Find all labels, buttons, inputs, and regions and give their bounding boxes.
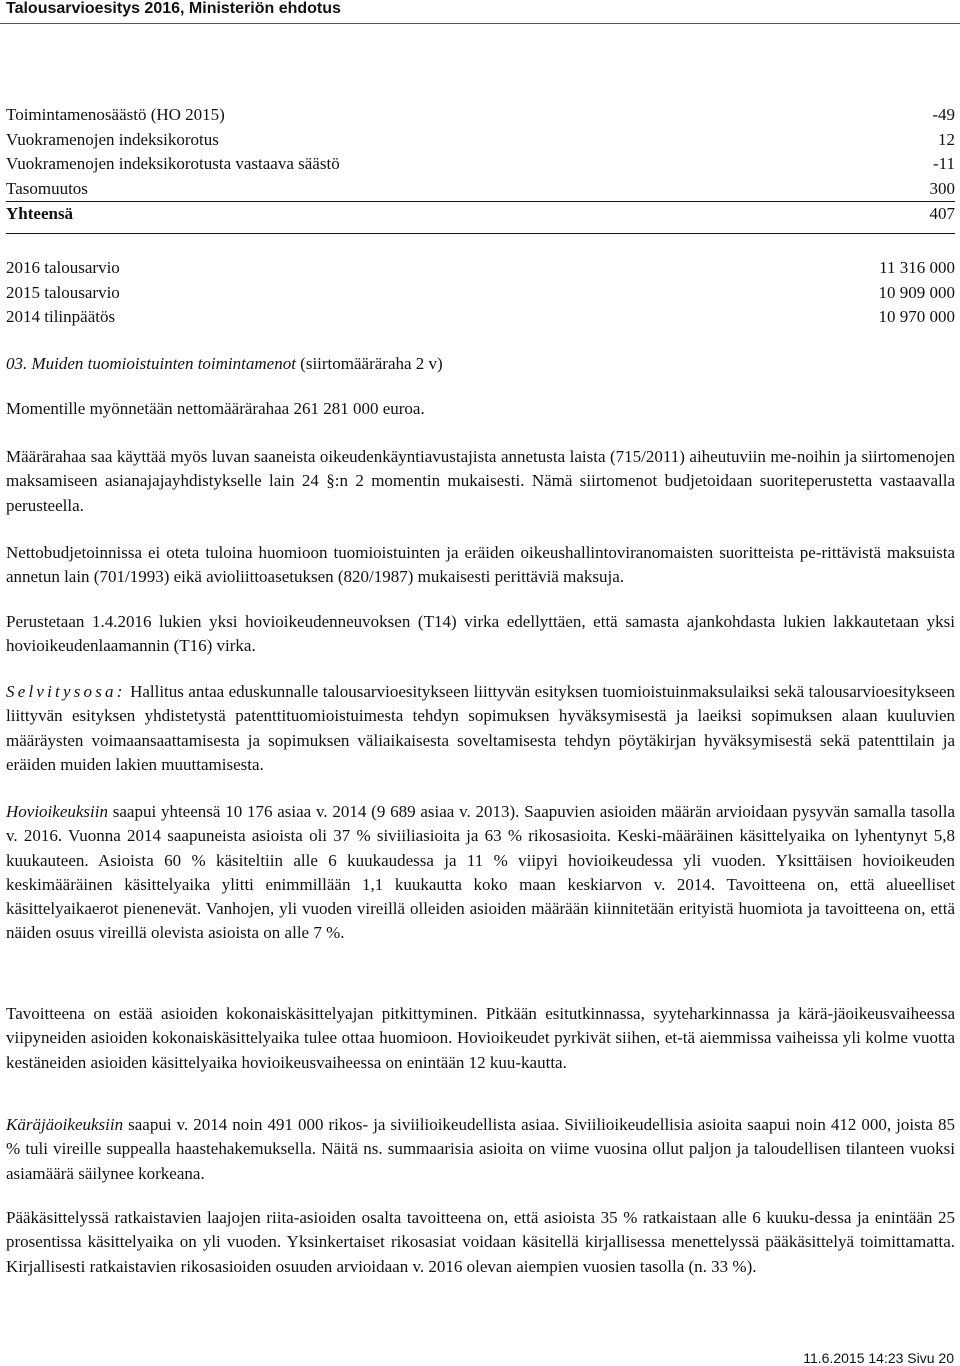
table-row <box>6 256 955 281</box>
page-header-title: Talousarvioesitys 2016, Ministeriön ehdotus <box>6 0 341 17</box>
row-label: 2015 talousarvio <box>6 282 120 302</box>
row-label: Toimintamenosäästö (HO 2015) <box>6 105 225 124</box>
total-row <box>6 201 955 227</box>
budget-table <box>6 256 955 330</box>
courts-of-appeal-text: saapui yhteensä 10 176 asiaa v. 2014 (9 689 asiaa v. 2013). Saapuvien asioiden määrän arvioidaan pysyvän samalla tasolla v. 2016. Vuonna 2014 saapuneista asioista oli 37 % siviiliasioita ja 63 % rikosasioita. Keski-määräinen käsittelyaika on lyhentynyt 5,8 kuukauteen. Asioista 60 % käsiteltiin alle 6 kuukaudessa ja 11 % viipyi hovioikeudessa yli vuoden. Yksittäisen hovioikeuden keskimääräinen käsittelyaika ylitti enimmillään 1,1 kuukautta koko maan keskiarvon v. 2014. Tavoitteena on, että alueelliset käsittelyaikaerot pienenevät. Vanhojen, yli vuoden vireillä olleiden asioiden määrään kiinnitetään erityistä huomiota ja tavoitteena on, että näiden osuus vireillä olevista asioista on alle 7 %. <box>6 802 955 943</box>
row-label: Vuokramenojen indeksikorotusta vastaava säästö <box>6 154 340 173</box>
table-row <box>6 281 955 306</box>
row-label: Tasomuutos <box>6 178 88 198</box>
explanation-text: Hallitus antaa eduskunnalle talousarvioesitykseen liittyvän esityksen tuomioistuinmaksulaiksi sekä talousarvioesitykseen liittyvän esityksen yhdistetystä patenttituomioistuimesta tehdyn sopimuksen hyväksymisestä ja laeiksi sopimuksen alaan kuuluvien määräysten voimaansaattamisesta ja sopimuksen väliaikaisesta soveltamisesta tehdyn pöytäkirjan hyväksymisestä sekä patenttilain ja eräiden muiden lakien muuttamisesta. <box>6 682 956 774</box>
district-courts-label: Käräjäoikeuksiin <box>6 1115 124 1134</box>
total-bottom-rule <box>6 233 955 234</box>
table-row <box>6 152 955 177</box>
table-row <box>6 305 955 330</box>
row-value: 10 909 000 <box>878 282 955 302</box>
paragraph-district-courts <box>6 1113 955 1186</box>
paragraph-goals: Tavoitteena on estää asioiden kokonaiskäsittelyajan pitkittyminen. Pitkään esitutkinnassa, syyteharkinnassa ja kärä-jäoikeusvaiheessa viipyneiden asioiden kokonaiskäsittelyaika tulee ottaa huomioon. Hovioikeudet pyrkivät siihen, et-tä aiemmissa vaiheissa yli kolme vuotta kestäneiden asioiden käsittelyaika hovioikeusvaiheessa on enintään 12 kuu-kautta. <box>6 1004 955 1072</box>
courts-of-appeal-label: Hovioikeuksiin <box>6 802 108 821</box>
explanation-label: Selvitysosa: <box>6 682 126 701</box>
row-label: 2016 talousarvio <box>6 258 120 277</box>
row-value: -11 <box>932 154 955 173</box>
changes-table <box>6 103 955 227</box>
paragraph-main-hearing: Pääkäsittelyssä ratkaistavien laajojen riita-asioiden osalta tavoitteena on, että asioista 35 % ratkaistaan alle 6 kuuku-dessa ja enintään 25 prosentissa käsittelyaika on yli vuoden. Yksinkertaiset rikosasiat voidaan käsitellä kirjallisessa menettelyssä pääkäsittelyä toimittamatta. Kirjallisesti ratkaistavien rikosasioiden osuuden arvioidaan v. 2016 olevan aiempien vuosien tasolla (n. 33 %). <box>6 1208 955 1276</box>
paragraph-positions: Perustetaan 1.4.2016 lukien yksi hovioikeudenneuvoksen (T14) virka edellyttäen, että samasta ajankohdasta lukien lakkautetaan yksi hovioikeudenlaamannin (T16) virka. <box>6 612 955 656</box>
paragraph-net-budgeting: Nettobudjetoinnissa ei oteta tuloina huomioon tuomioistuinten ja eräiden oikeushallintoviranomaisten suoritteista pe-rittävistä maksuista annetun lain (701/1993) eikä avioliittoasetuksen (820/1987) mukaisesti perittäviä maksuja. <box>6 543 955 587</box>
row-value: 300 <box>929 178 955 198</box>
section-title-suffix: (siirtomääräraha 2 v) <box>300 354 443 373</box>
header-divider <box>0 23 960 24</box>
total-value: 407 <box>929 204 955 223</box>
paragraph-usage: Määrärahaa saa käyttää myös luvan saaneista oikeudenkäyntiavustajista annetusta laista (715/2011) aiheutuviin me-noihin ja siirtomenojen maksamiseen asianajajayhdistykselle lain 24 §:n 2 momentin mukaisesti. Nämä siirtomenot budjetoidaan suoriteperustetta vastaavalla perusteella. <box>6 447 955 515</box>
row-value: 11 316 000 <box>879 258 955 277</box>
section-heading <box>6 352 443 376</box>
row-value: 12 <box>938 129 955 149</box>
paragraph-courts-of-appeal <box>6 800 955 946</box>
paragraph-explanation <box>6 680 955 777</box>
paragraph-appropriation: Momentille myönnetään nettomäärärahaa 261 281 000 euroa. <box>6 399 425 418</box>
row-label: Vuokramenojen indeksikorotus <box>6 129 219 149</box>
section-title: Muiden tuomioistuinten toimintamenot <box>31 354 296 373</box>
row-value: 10 970 000 <box>878 307 955 326</box>
table-row <box>6 103 955 128</box>
section-number: 03. <box>6 354 28 373</box>
page-footer: 11.6.2015 14:23 Sivu 20 <box>803 1350 954 1366</box>
row-value: -49 <box>932 105 955 124</box>
table-row <box>6 177 955 202</box>
row-label: 2014 tilinpäätös <box>6 307 116 326</box>
table-row <box>6 128 955 153</box>
district-courts-text: saapui v. 2014 noin 491 000 rikos- ja siviilioikeudellista asiaa. Siviilioikeudellisia asioita saapui noin 412 000, joista 85 % tuli vireille suppealla haastehakemuksella. Näitä ns. summaarisia asioita on viime vuosina ollut paljon ja taloudellisen tilanteen vuoksi asiamäärä säilynee korkeana. <box>6 1115 955 1183</box>
total-label: Yhteensä <box>6 204 74 223</box>
